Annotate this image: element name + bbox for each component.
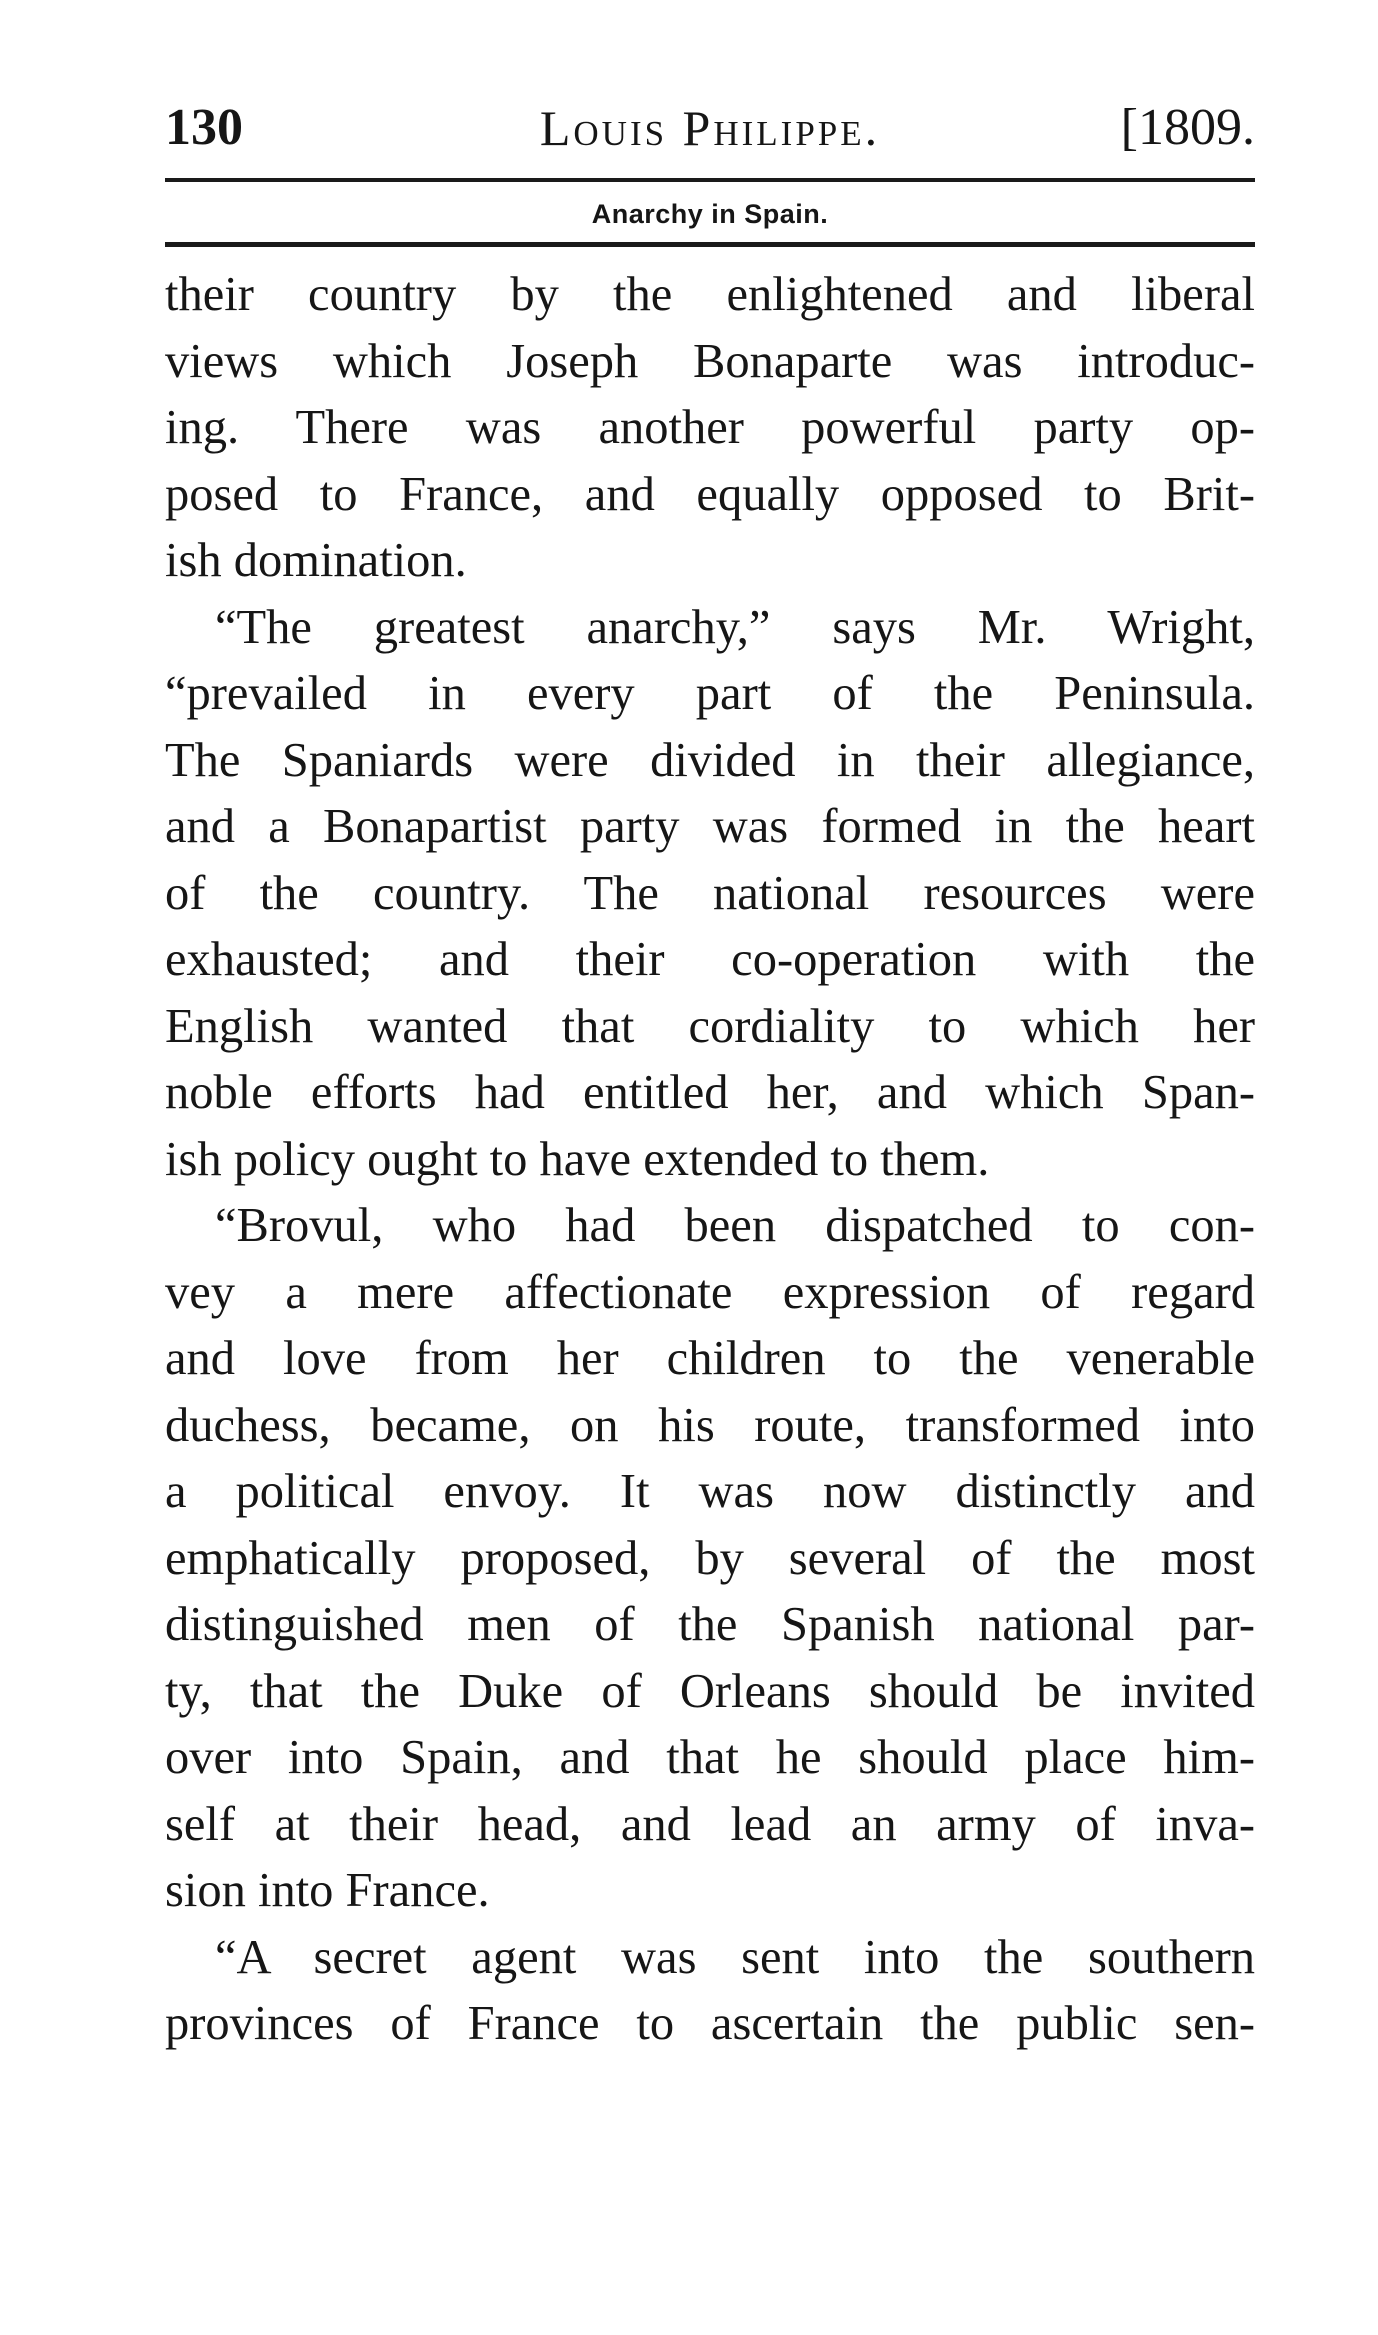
text-line: emphatically proposed, by several of the most	[165, 1531, 1255, 1585]
text-line: ing. There was another powerful party op-	[165, 401, 1255, 454]
text-line: ty, that the Duke of Orleans should be invited	[165, 1664, 1255, 1718]
running-head-year: [1809.	[1120, 99, 1255, 156]
text-line: English wanted that cordiality to which her	[165, 999, 1255, 1053]
header-rule-bottom	[165, 242, 1255, 247]
text-line: The Spaniards were divided in their allegiance,	[165, 733, 1255, 787]
running-head	[165, 92, 1255, 164]
header-rule-top	[165, 178, 1255, 182]
text-line: posed to France, and equally opposed to Brit-	[165, 467, 1255, 521]
text-line: and love from her children to the venerable	[165, 1332, 1255, 1385]
text-line: vey a mere affectionate expression of regard	[165, 1265, 1255, 1319]
text-line: sion into France.	[165, 1864, 490, 1917]
text-line: duchess, became, on his route, transformed into	[165, 1398, 1255, 1452]
text-line: views which Joseph Bonaparte was introduc-	[165, 334, 1255, 388]
text-line: noble efforts had entitled her, and which Span-	[165, 1066, 1255, 1119]
text-line: distinguished men of the Spanish national par-	[165, 1598, 1255, 1651]
book-title: Louis Philippe.	[539, 100, 881, 156]
text-line: their country by the enlightened and liberal	[165, 268, 1255, 321]
page-number: 130	[165, 99, 243, 156]
section-subheading: Anarchy in Spain.	[591, 199, 829, 229]
text-line: ish policy ought to have extended to them.	[165, 1132, 990, 1186]
text-line: provinces of France to ascertain the public sen-	[165, 1997, 1255, 2050]
text-line: ish domination.	[165, 534, 467, 587]
text-line: self at their head, and lead an army of inva-	[165, 1797, 1255, 1851]
text-line: of the country. The national resources were	[165, 866, 1255, 920]
body-text	[165, 262, 1255, 2058]
text-line: “A secret agent was sent into the southern	[215, 1930, 1255, 1984]
text-line: “The greatest anarchy,” says Mr. Wright,	[215, 600, 1255, 654]
text-line: exhausted; and their co-operation with the	[165, 933, 1255, 986]
text-line: over into Spain, and that he should place him-	[165, 1731, 1255, 1784]
text-line: a political envoy. It was now distinctly and	[165, 1465, 1255, 1518]
text-line: and a Bonapartist party was formed in the heart	[165, 800, 1255, 853]
text-line: “Brovul, who had been dispatched to con-	[215, 1199, 1255, 1252]
text-line: “prevailed in every part of the Peninsula.	[165, 667, 1255, 720]
